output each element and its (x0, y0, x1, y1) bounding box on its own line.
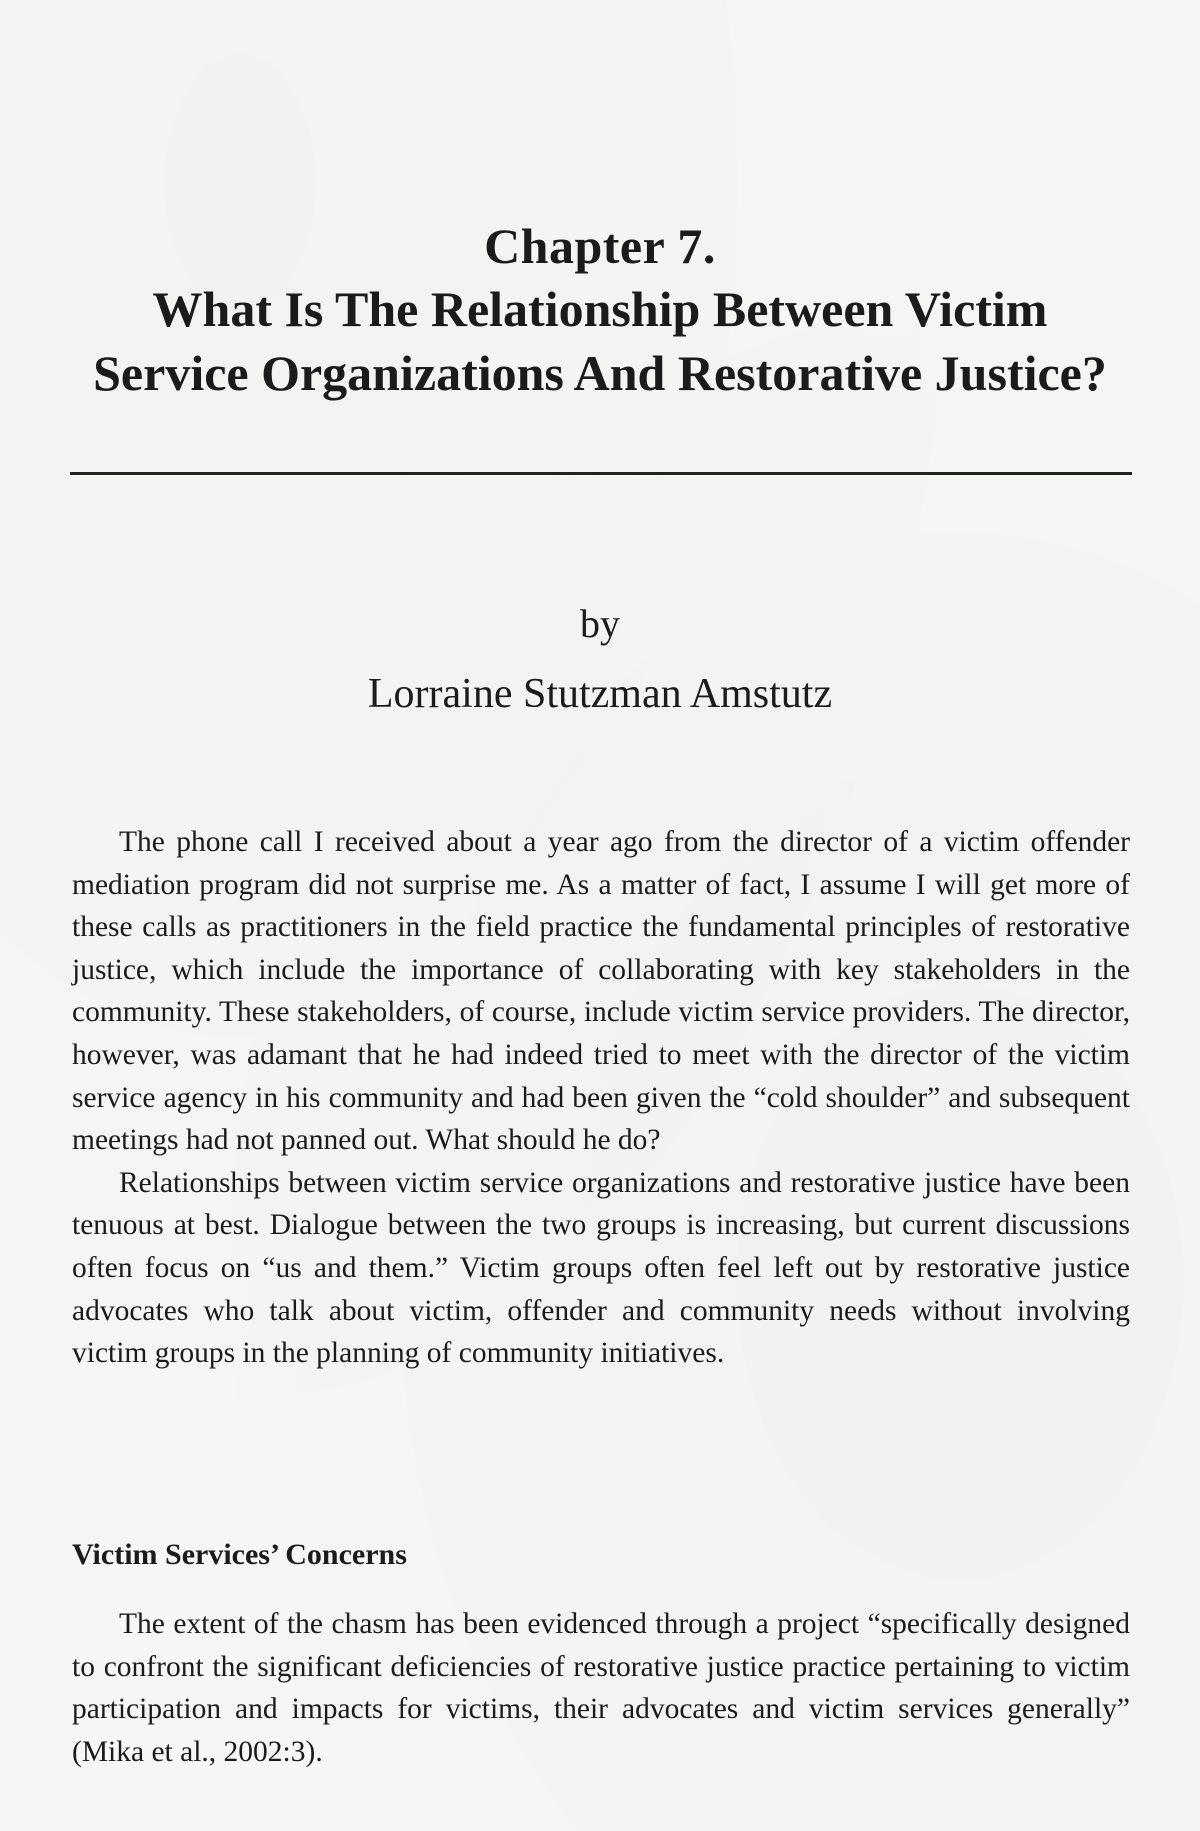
chapter-title: What Is The Relationship Between Victim Service Organizations And Restorative Justice? (93, 281, 1107, 401)
byline-by: by (580, 601, 620, 646)
section-heading: Victim Services’ Concerns (72, 1538, 407, 1571)
paragraph: The phone call I received about a year ago from the director of a victim offender mediation program did not surprise me. As a matter of fact, I assume I will get more of these calls as practitioners in the field practice the fundamental principles of restorative justice, which include the importance of collaborating with key stakeholders in the community. These stakeholders, of course, include victim service providers. The director, however, was adamant that he had indeed tried to meet with the director of the victim service agency in his community and had been given the “cold shoulder” and subsequent meetings had not panned out. What should he do? (72, 826, 1130, 1157)
paragraph: Relationships between victim service organizations and restorative justice have been tenuous at best. Dialogue between the two groups is increasing, but current discussions often focus on “us and them.” Victim groups often feel left out by restorative justice advocates who talk about victim, offender and community needs without involving victim groups in the planning of community initiatives. (72, 1166, 1130, 1370)
paragraph: The extent of the chasm has been evidenced through a project “specifically designed to confront the significant deficiencies of restorative justice practice pertaining to victim participation and impacts for victims, their advocates and victim services generally” (Mika et al., 2002:3). (72, 1608, 1130, 1768)
section-body (72, 1603, 1130, 1773)
chapter-number: Chapter 7. (484, 218, 716, 274)
intro-body (72, 821, 1130, 1375)
author-name: Lorraine Stutzman Amstutz (367, 671, 833, 717)
title-divider (70, 472, 1132, 475)
chapter-header (70, 215, 1130, 405)
